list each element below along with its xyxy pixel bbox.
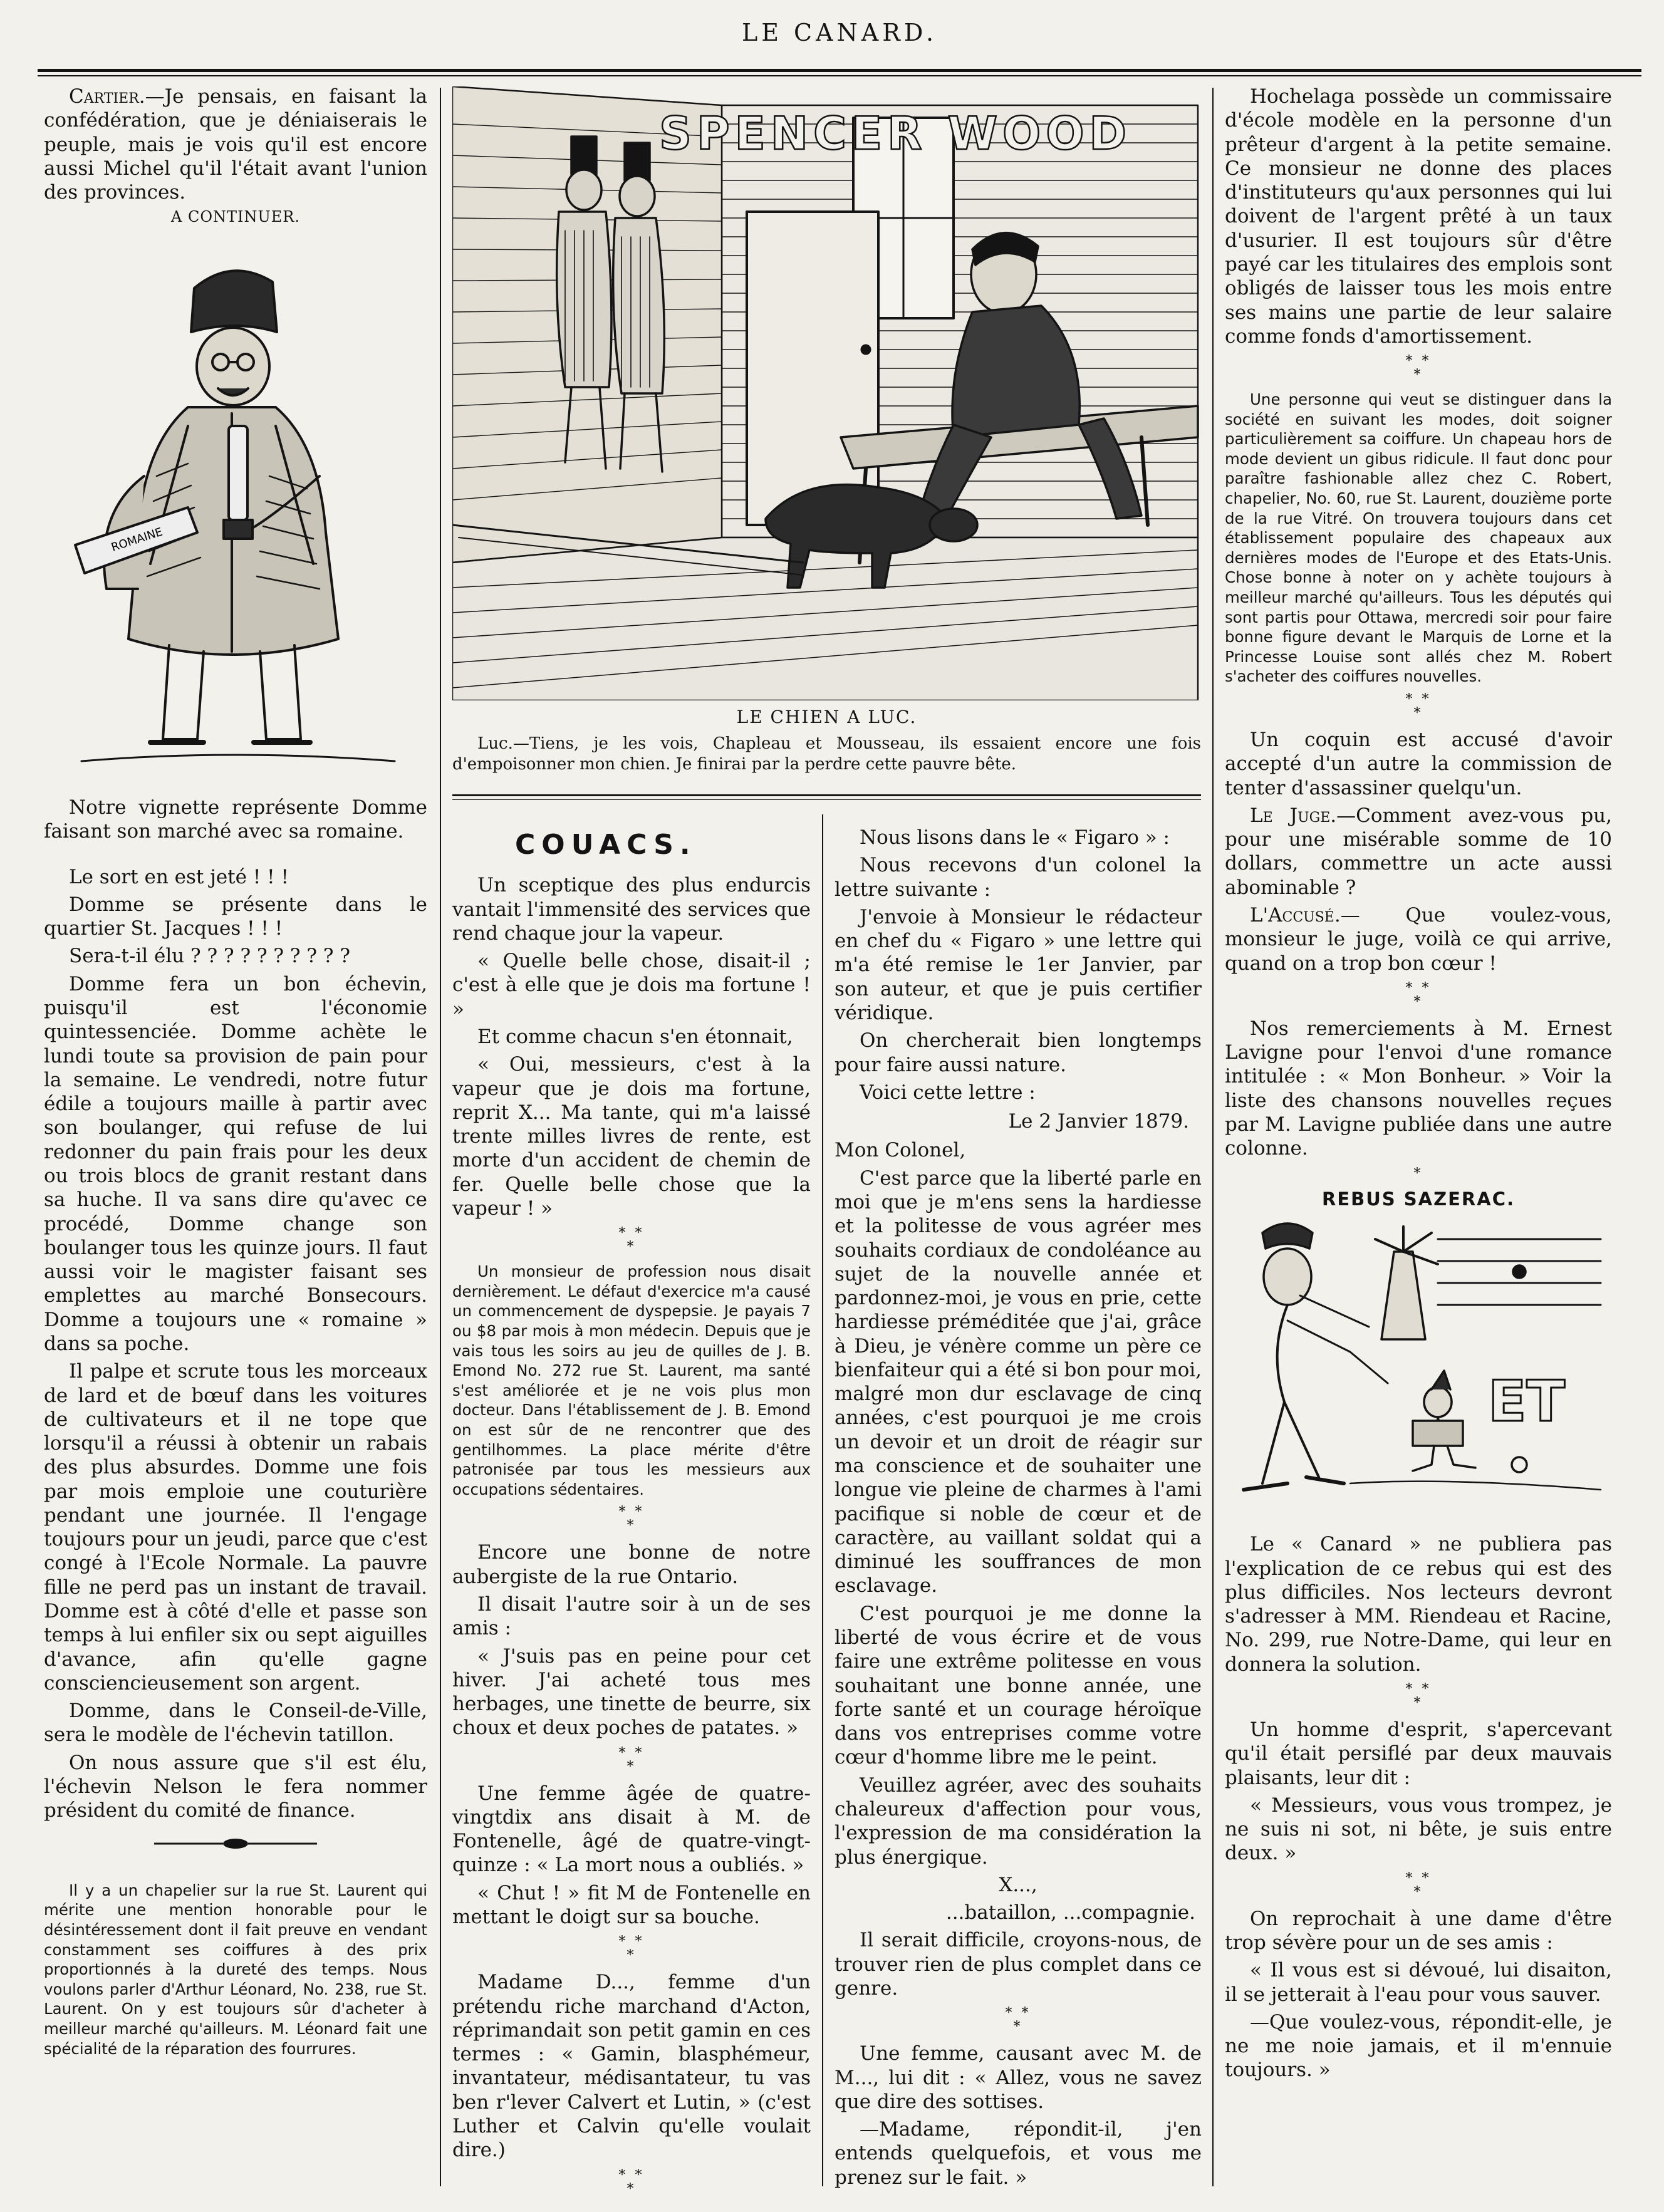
cartier-paragraph: Cartier.—Je pensais, en faisant la confédération, que je déniaiserais le peuple, mais je vois qu'il est encore aussi Michel qu'il l'était avant l'union des provinces. [44, 85, 427, 204]
spencer-wood-cartoon [452, 86, 1201, 700]
domme-para-4: Domme fera un bon échevin, puisqu'il est l'économie quintessenciée. Domme achète le lundi toute sa provision de pain pour la semaine. Le vendredi, notre futur édile a toujours maille à partir avec son boulanger, qui refuse de lui redonner du pain frais pour les deux ou trois blocs de granit restant dans sa huche. Il va sans dire qu'avec ce procédé, Domme change son boulanger tous les quinze jours. Il faut aussi voir le magister faisant ses emplettes au marché Bonsecours. Domme a toujours une « romaine » dans sa poche. [44, 972, 427, 1355]
dame-para-1: On reprochait à une dame d'être trop sévère pour un de ses amis : [1225, 1907, 1612, 1954]
couacs-para-1: Un sceptique des plus endurcis vantait l'immensité des services que rend chaque jour la vapeur. [452, 874, 811, 945]
dame-para-2: « Il vous est si dévoué, lui disaiton, il se jetterait à l'eau pour vous sauver. [1225, 1959, 1612, 2006]
figaro-closing: Il serait difficile, croyons-nous, de trouver rien de plus complet dans ce genre. [835, 1929, 1202, 2000]
letter-signature-unit: ...bataillon, ...compagnie. [945, 1901, 1195, 1924]
domme-illustration [44, 238, 427, 777]
femme-para-1: Une femme, causant avec M. de M..., lui dit : « Allez, vous ne savez que dire des sottises. [835, 2042, 1202, 2113]
domme-para-5: Il palpe et scrute tous les morceaux de lard et de bœuf dans les voitures de cultivateurs et il ne tope que lorsqu'il a réussi à obtenir un rabais des plus absurdes. Domme une fois par mois emploie une couturière pendant une journée. Il l'engage toujours pour un jeudi, parce que c'est congé à l'Ecole Normale. La pauvre fille ne perd pas un instant de travail. Domme est à côté d'elle et passe son temps à lui enfiler six ou sept aiguilles d'avance, afin qu'elle gagne consciencieusement son argent. [44, 1360, 427, 1695]
couacs-para-4: « Oui, messieurs, c'est à la vapeur que je dois ma fortune, reprit X... Ma tante, qui m'a laissé trente milles livres de rente, est morte d'un accident de chemin de fer. Quelle belle chose que la vapeur ! » [452, 1053, 811, 1220]
chapelier-notice: Il y a un chapelier sur la rue St. Laurent qui mérite une mention honorable pour le désintéressement dont il fait preuve en vendant constamment ses coiffures à des prix proportionnés à la dureté des temps. Nous voulons parler d'Arthur Léonard, No. 238, rue St. Laurent. On y est toujours sûr d'acheter à meilleur marché qu'ailleurs. M. Léonard fait une spécialité de la réparation des fourrures. [44, 1881, 427, 2058]
aubergiste-para-3: « J'suis pas en peine pour cet hiver. J'ai acheté tous mes herbages, une tinette de beurre, six choux et deux poches de patates. » [452, 1644, 811, 1740]
masthead-rule-thin [38, 75, 1641, 76]
domme-para-2: Domme se présente dans le quartier St. Jacques ! ! ! [44, 893, 427, 940]
aubergiste-para-1: Encore une bonne de notre aubergiste de la rue Ontario. [452, 1541, 811, 1588]
column-2: COUACS. Un sceptique des plus endurcis vantait l'immensité des services que rend chaque jour la vapeur. « Quelle belle chose, disait-il ; c'est à elle que je dois ma fortune ! » Et comme chacun s'en étonnait, « Oui, messieurs, c'est à la vapeur que je dois ma fortune, reprit X... Ma tante, qui m'a laissé trente milles livres de rente, est morte d'un accident de chemin de fer. Quelle belle chose que la vapeur ! » * * * Un monsieur de profession nous disait dernièrement. Le défaut d'exercice m'a causé un commencement de dyspepsie. Je payais 7 ou $8 par mois à mon médecin. Depuis que je vais tous les soirs au jeu de quilles de J. B. Emond No. 272 rue St. Laurent, ma santé s'est améliorée et je ne vois plus mon docteur. Dans l'établissement de J. B. Emond on est sûr de ne rencontrer que des gentilhommes. La place mérite d'être patronisée par tous les messieurs aux occupations sédentaires. * * * Encore une bonne de notre aubergiste de la rue Ontario. Il disait l'autre soir à un de ses amis : « J'suis pas en peine pour cet hiver. J'ai acheté tous mes herbages, une tinette de beurre, six choux et deux poches de patates. » * * * Une femme âgée de quatre-vingtdix ans disait à M. de Fontenelle, âgé de quatre-vingt-quinze : « La mort nous a oubliés. » « Chut ! » fit M de Fontenelle en mettant le doigt sur sa bouche. * * * Madame D..., femme d'un prétendu riche marchand d'Acton, réprimandait son petit gamin en ces termes : « Gamin, blasphémeur, invantateur, médisantateur, tu vas ben r'lever Calvert et Lutin, » (c'est Luther et Calvin qu'elle voulait dire.) * * * [452, 829, 811, 2197]
hochelaga-para: Hochelaga possède un commissaire d'école modèle en la personne d'un prêteur d'argent à la petite semaine. Ce monsieur ne donne des places d'instituteurs qu'aux personnes qui lui doivent de l'argent prêté à un taux d'usurier. Il est toujours sûr d'être payé car les titulaires des emplois sont obligés de laisser tous les mois entre ses mains une partie de leur salaire comme fonds d'amortissement. [1225, 85, 1612, 348]
juge-para: Le Juge.—Comment avez-vous pu, pour une misérable somme de 10 dollars, commettre un acte aussi abominable ? [1225, 804, 1612, 899]
romaine-label: ROMAINE [110, 525, 165, 554]
aubergiste-para-2: Il disait l'autre soir à un de ses amis : [452, 1592, 811, 1640]
letter-signature: X..., [999, 1873, 1037, 1896]
madame-d-para: Madame D..., femme d'un prétendu riche marchand d'Acton, réprimandait son petit gamin en ces termes : « Gamin, blasphémeur, invantateur, médisantateur, tu vas ben r'lever Calvert et Lutin, » (c'est Luther et Calvin qu'elle voulait dire.) [452, 1971, 811, 2162]
figaro-para-2: Nous recevons d'un colonel la lettre suivante : [835, 854, 1202, 901]
esprit-para-2: « Messieurs, vous vous trompez, je ne suis ni sot, ni bête, je suis entre deux. » [1225, 1794, 1612, 1865]
newspaper-title: LE CANARD. [741, 19, 938, 46]
domme-para-3: Sera-t-il élu ? ? ? ? ? ? ? ? ? ? [69, 945, 350, 968]
letter-para-1: C'est parce que la liberté parle en moi que je m'ens sens la hardiesse et la politesse de vous agréer mes souhaits cordiaux de condoléance au sujet de la nouvelle année et pardonnez-moi, je vous en prie, cette hardiesse préméditée que j'ai, grâce à Dieu, je vénère comme un père ce bienfaiteur qui a été si bon pour moi, malgré mon dur esclavage de cinq années, c'est pourquoi je me crois un devoir et un droit de réagir sur ma conscience et de souhaiter une longue vie pleine de charmes à l'ami pacifique si noble de cœur et de caractère, au vaillant soldat qui a diminué les souffrances de mon esclavage. [835, 1166, 1202, 1597]
fontenelle-para-1: Une femme âgée de quatre-vingtdix ans disait à M. de Fontenelle, âgé de quatre-vingt-quinze : « La mort nous a oubliés. » [452, 1782, 811, 1877]
column-3: Nous lisons dans le « Figaro » : Nous recevons d'un colonel la lettre suivante : J'envoie à Monsieur le rédacteur en chef du « Figaro » une lettre qui m'a été remise le 1er Janvier, par son auteur, et que je puis certifier véridique. On chercherait bien longtemps pour faire aussi nature. Voici cette lettre : Le 2 Janvier 1879. Mon Colonel, C'est parce que la liberté parle en moi que je m'ens sens la hardiesse et la politesse de vous agréer mes souhaits cordiaux de condoléance au sujet de la nouvelle année et pardonnez-moi, je vous en prie, cette hardiesse préméditée que j'ai, grâce à Dieu, je vénère comme un père ce bienfaiteur qui a été si bon pour moi, malgré mon dur esclavage de cinq années, c'est pourquoi je me crois un devoir et un droit de réagir sur ma conscience et de souhaiter une longue vie pleine de charmes à l'ami pacifique si noble de cœur et de caractère, au vaillant soldat qui a diminué les souffrances de mon esclavage. C'est pourquoi je me donne la liberté de vous écrire et de vous faire une extrême politesse en vous souhaitant une bonne année, une forte santé et un courage héroïque dans vos entreprises comme votre cœur d'homme libre me le peint. Veuillez agréer, avec des souhaits chaleureux d'affection pour vous, l'expression de ma considération la plus énergique. X..., ...bataillon, ...compagnie. Il serait difficile, croyons-nous, de trouver rien de plus complet dans ce genre. * * * Une femme, causant avec M. de M..., lui dit : « Allez, vous ne savez que dire des sottises. —Madame, répondit-il, j'en entends quelquefois, et vous me prenez sur le fait. » [835, 826, 1202, 2189]
coquin-para: Un coquin est accusé d'avoir accepté d'un autre la commission de tenter d'assassiner quelqu'un. [1225, 729, 1612, 799]
column-rule-2 [822, 814, 823, 2186]
couacs-heading: COUACS. [515, 829, 697, 861]
column-4: Hochelaga possède un commissaire d'école modèle en la personne d'un prêteur d'argent à la petite semaine. Ce monsieur ne donne des places d'instituteurs qu'aux personnes qui lui doivent de l'argent prêté à un taux d'usurier. Il est toujours sûr d'être payé car les titulaires des emplois sont obligés de laisser tous les mois entre ses mains une partie de leur salaire comme fonds d'amortissement. * * * Une personne qui veut se distinguer dans la société en suivant les modes, doit soigner particulièrement sa coiffure. Un chapeau hors de mode devient un gibus ridicule. Il faut donc pour paraître fashionable allez chez C. Robert, chapelier, No. 60, rue St. Laurent, douzième porte de la rue Vitré. On trouvera toujours dans cet établissement populaire des chapeaux aux dernières modes de l'Europe et des Etats-Unis. Chose bonne à noter on y achète toujours à meilleur marché qu'ailleurs. Tous les députés qui sont partis pour Ottawa, mercredi soir pour faire bonne figure devant le Marquis de Lorne et la Princesse Louise sont allés chez M. Robert s'acheter des coiffures nouvelles. * * * Un coquin est accusé d'avoir accepté d'un autre la commission de tenter d'assassiner quelqu'un. Le Juge.—Comment avez-vous pu, pour une misérable somme de 10 dollars, commettre un acte aussi abominable ? L'Accusé.— Que voulez-vous, monsieur le juge, voilà ce qui arrive, quand on a trop bon cœur ! * * * Nos remerciements à M. Ernest Lavigne pour l'envoi d'une romance intitulée : « Mon Bonheur. » Voir la liste des chansons nouvelles reçues par M. Lavigne publiée dans une autre colonne. * REBUS SAZERAC. ET Le « Canard » ne publiera pas l'explication de ce rebus qui est des plus difficiles. Nos lecteurs devront s'adresser à MM. Riendeau et Racine, No. 299, rue Notre-Dame, qui leur en donnera la solution. * * * Un homme d'esprit, s'apercevant qu'il était persiflé par deux mauvais plaisants, leur dit : « Messieurs, vous vous trompez, je ne suis ni sot, ni bête, je suis entre deux. » * * * On reprochait à une dame d'être trop sévère pour un de ses amis : « Il vous est si dévoué, lui disaiton, il se jetterait à l'eau pour vous sauver. —Que voulez-vous, répondit-elle, je ne me noie jamais, et il m'ennuie toujours. » [1225, 85, 1612, 2082]
letter-para-2: C'est pourquoi je me donne la liberté de vous écrire et de vous faire une extrême politesse en vous souhaitant une bonne année, une forte santé et un courage héroïque dans vos entreprises comme votre cœur d'homme libre me le peint. [835, 1602, 1202, 1769]
spencer-wood-sign: SPENCER WOOD [659, 107, 1132, 160]
fontenelle-para-2: « Chut ! » fit M de Fontenelle en mettant le doigt sur sa bouche. [452, 1881, 811, 1929]
rebus-illustration [1225, 1214, 1612, 1515]
rebus-title: REBUS SAZERAC. [1321, 1188, 1516, 1210]
letter-date: Le 2 Janvier 1879. [1008, 1110, 1189, 1133]
column-1 [44, 85, 427, 2202]
column-rule-3 [1212, 88, 1214, 2186]
femme-para-2: —Madame, répondit-il, j'en entends quelquefois, et vous me prenez sur le fait. » [835, 2118, 1202, 2189]
domme-para-1: Le sort en est jeté ! ! ! [69, 865, 289, 888]
cartoon-title: LE CHIEN A LUC. [736, 707, 917, 727]
letter-salutation: Mon Colonel, [835, 1139, 966, 1162]
figaro-para-1: Nous lisons dans le « Figaro » : [860, 826, 1170, 849]
accuse-para: L'Accusé.— Que voulez-vous, monsieur le juge, voilà ce qui arrive, quand on a trop bon cœur ! [1225, 903, 1612, 975]
remerciements-para: Nos remerciements à M. Ernest Lavigne pour l'envoi d'une romance intitulée : « Mon Bonheur. » Voir la liste des chansons nouvelles reçues par M. Lavigne publiée dans une autre colonne. [1225, 1017, 1612, 1160]
column-rule-1 [440, 88, 441, 2186]
emond-notice: Un monsieur de profession nous disait dernièrement. Le défaut d'exercice m'a causé un commencement de dyspepsie. Je payais 7 ou $8 par mois à mon médecin. Depuis que je vais tous les soirs au jeu de quilles de J. B. Emond No. 272 rue St. Laurent, ma santé s'est améliorée et je ne vois plus mon docteur. Dans l'établissement de J. B. Emond on est sûr de ne rencontrer que des gentilhommes. La place mérite d'être patronisée par tous les messieurs aux occupations sédentaires. [452, 1262, 811, 1498]
figaro-para-5: Voici cette lettre : [860, 1081, 1036, 1104]
cartoon-caption: Luc.—Tiens, je les vois, Chapleau et Mousseau, ils essaient encore une fois d'empoisonner mon chien. Je finirai par la perdre cette pauvre bête. [452, 734, 1201, 774]
robert-notice: Une personne qui veut se distinguer dans la société en suivant les modes, doit soigner particulièrement sa coiffure. Un chapeau hors de mode devient un gibus ridicule. Il faut donc pour paraître fashionable allez chez C. Robert, chapelier, No. 60, rue St. Laurent, douzième porte de la rue Vitré. On trouvera toujours dans cet établissement populaire des chapeaux aux dernières modes de l'Europe et des Etats-Unis. Chose bonne à noter on y achète toujours à meilleur marché qu'ailleurs. Tous les députés qui sont partis pour Ottawa, mercredi soir pour faire bonne figure devant le Marquis de Lorne et la Princesse Louise sont allés chez M. Robert s'acheter des coiffures nouvelles. [1225, 390, 1612, 686]
masthead-rule [38, 69, 1641, 72]
rebus-explanation: Le « Canard » ne publiera pas l'explication de ce rebus qui est des plus difficiles. Nos lecteurs devront s'adresser à MM. Riendeau et Racine, No. 299, rue Notre-Dame, qui leur en donnera la solution. [1225, 1533, 1612, 1676]
rebus-et-text: ET [1488, 1369, 1565, 1435]
couacs-para-3: Et comme chacun s'en étonnait, [477, 1026, 793, 1049]
esprit-para-1: Un homme d'esprit, s'apercevant qu'il était persiflé par deux mauvais plaisants, leur dit : [1225, 1718, 1612, 1789]
masthead [38, 5, 1641, 80]
figaro-para-3: J'envoie à Monsieur le rédacteur en chef du « Figaro » une lettre qui m'a été remise le 1er Janvier, par son auteur, et que je puis certifier véridique. [835, 905, 1202, 1024]
couacs-para-2: « Quelle belle chose, disait-il ; c'est à elle que je dois ma fortune ! » [452, 950, 811, 1020]
ornament-divider [44, 1832, 427, 1856]
letter-para-3: Veuillez agréer, avec des souhaits chaleureux d'affection pour vous, l'expression de ma considération la plus énergique. [835, 1773, 1202, 1869]
figaro-para-4: On chercherait bien longtemps pour faire aussi nature. [835, 1029, 1202, 1076]
cartoon-block [452, 86, 1201, 813]
vignette-caption: Notre vignette représente Domme faisant son marché avec sa romaine. [44, 796, 427, 843]
a-continuer-label: A CONTINUER. [171, 208, 300, 226]
dame-para-3: —Que voulez-vous, répondit-elle, je ne me noie jamais, et il m'ennuie toujours. » [1225, 2010, 1612, 2082]
domme-para-7: On nous assure que s'il est élu, l'échevin Nelson le fera nommer président du comité de finance. [44, 1751, 427, 1822]
domme-para-6: Domme, dans le Conseil-de-Ville, sera le modèle de l'échevin tatillon. [44, 1700, 427, 1747]
